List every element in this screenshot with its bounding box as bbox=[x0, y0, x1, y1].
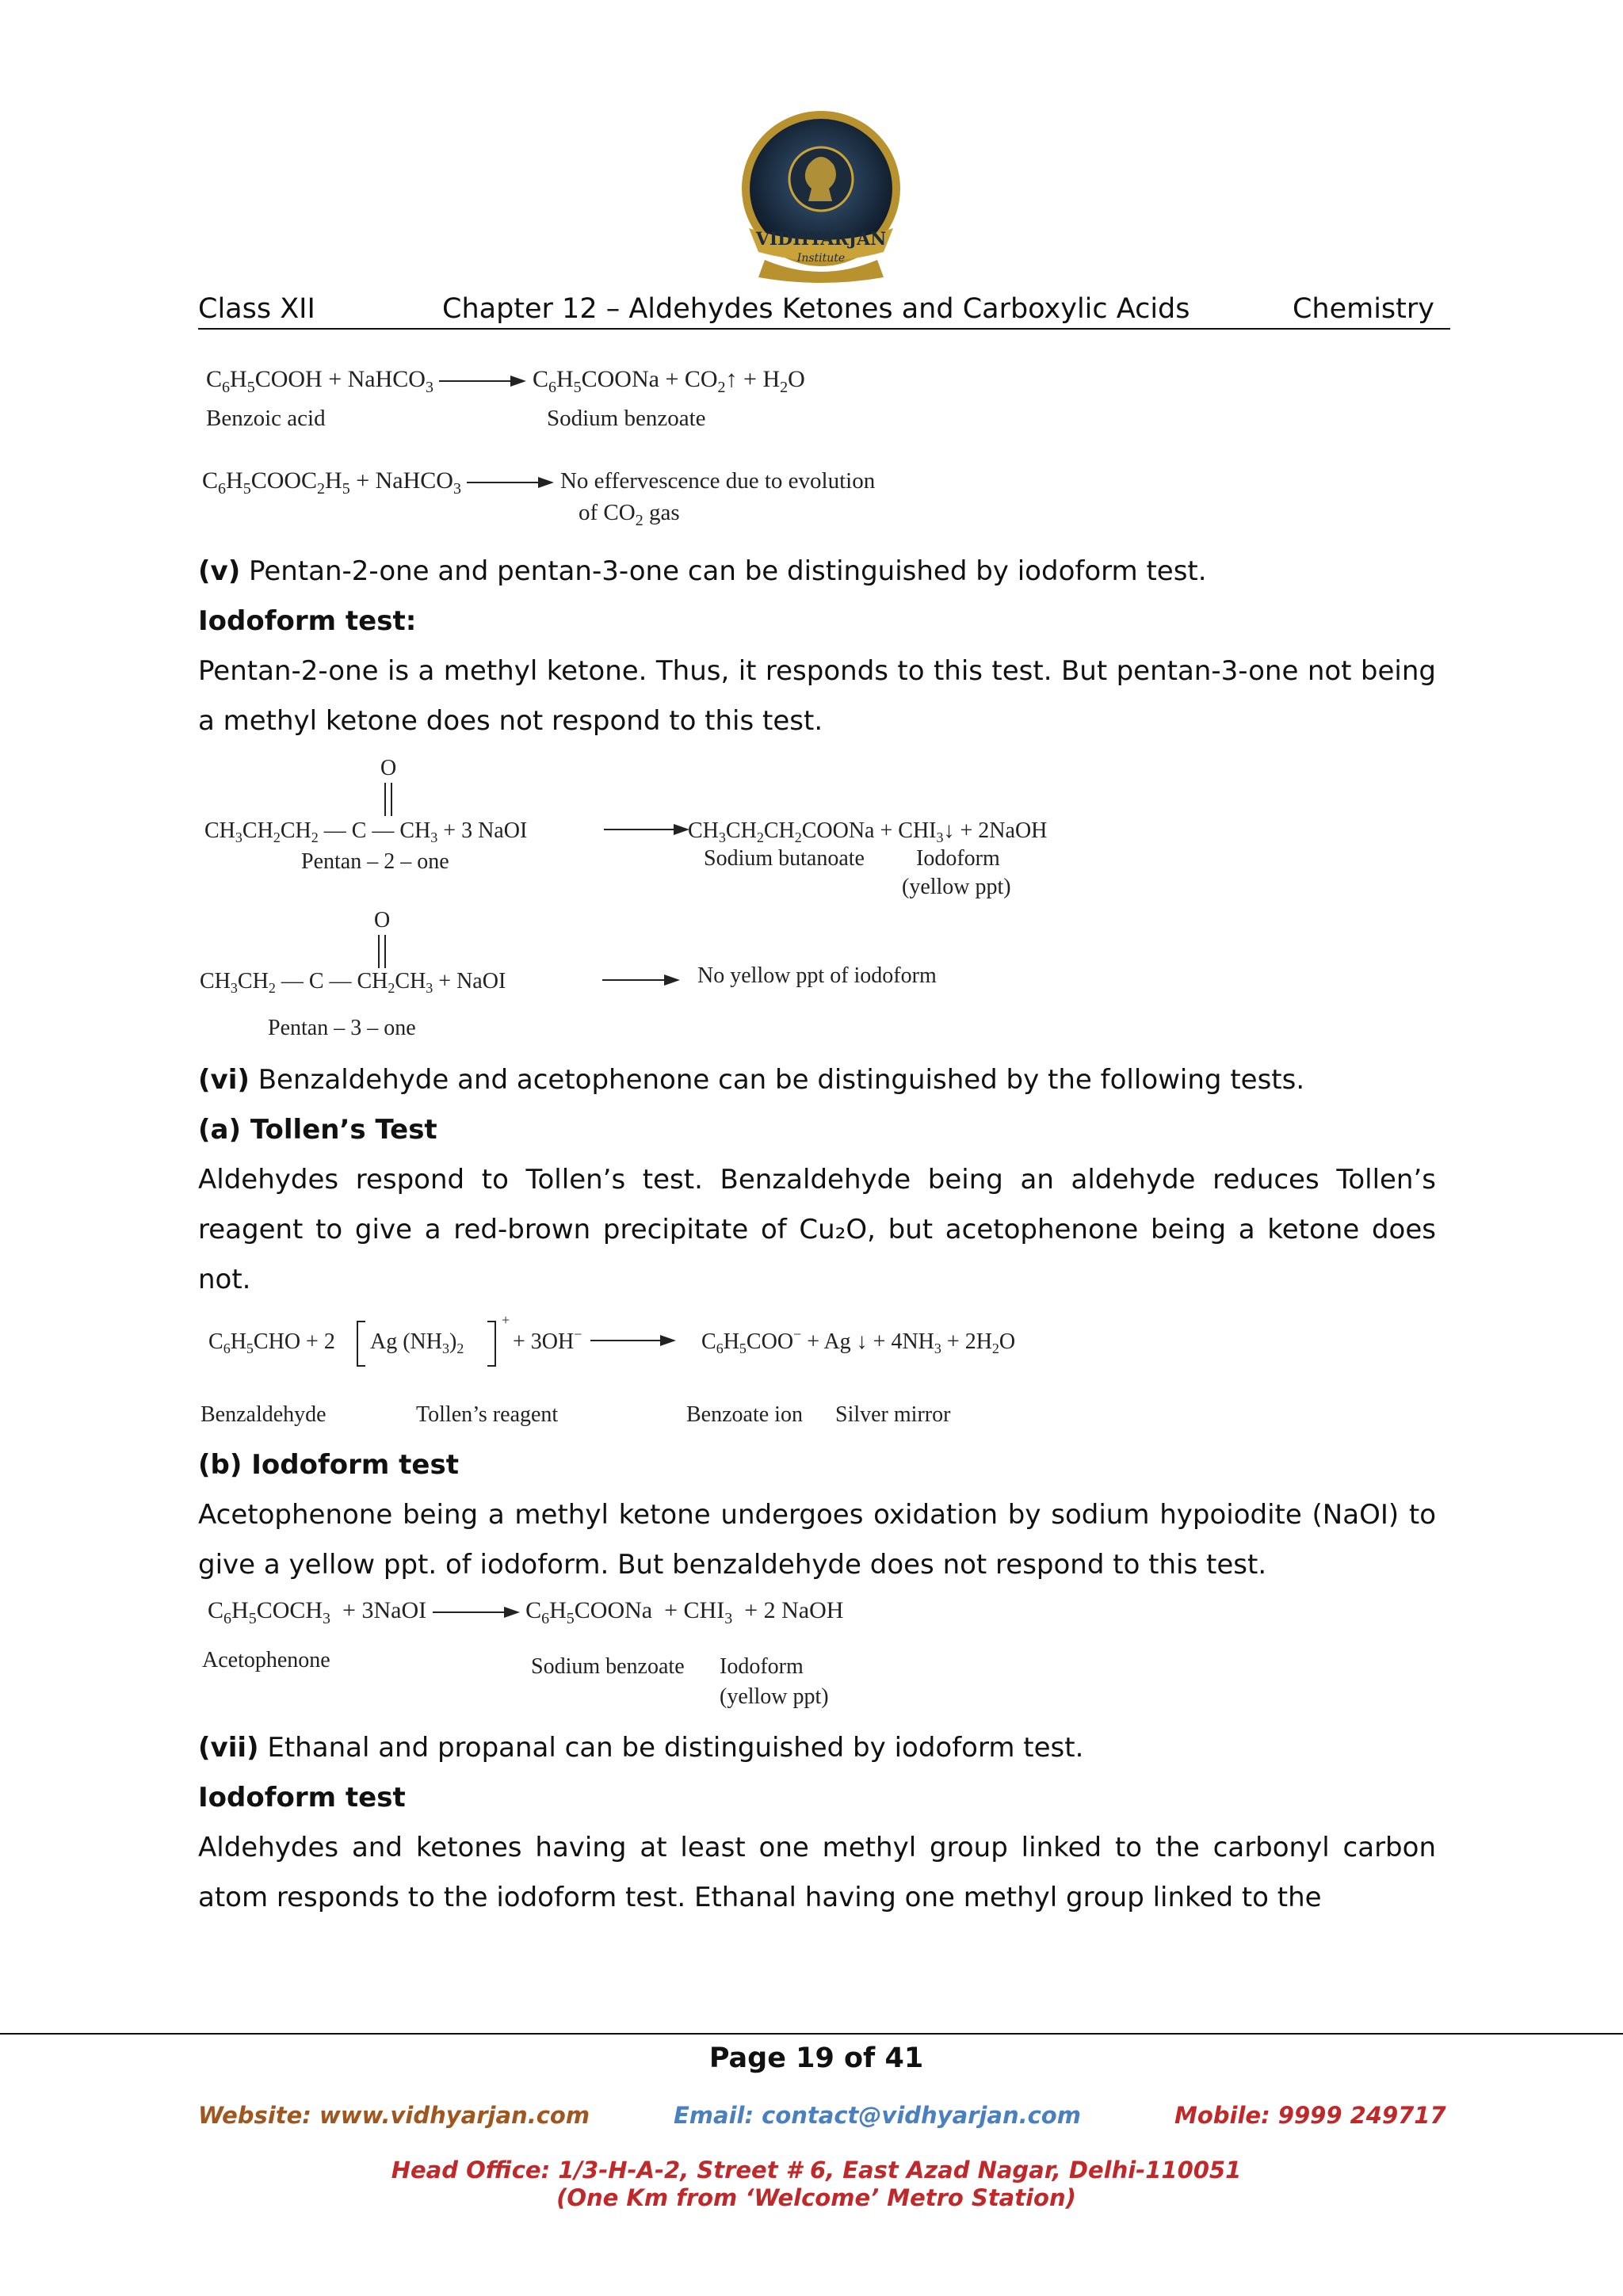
section-vi-heading-a: (a) Tollen’s Test bbox=[198, 1114, 437, 1146]
section-vii-heading: Iodoform test bbox=[198, 1782, 406, 1814]
reaction-tollens bbox=[202, 1307, 1193, 1394]
label-yellow-ppt: (yellow ppt) bbox=[902, 875, 1011, 899]
reaction-acetophenone: $C_6H_5COCH_3$ + 3NaOI $C_6H_5COONa + CHI_3 + 2$ NaOH bbox=[208, 1597, 844, 1627]
svg-text:Institute: Institute bbox=[796, 252, 846, 265]
svg-text:CH3CH2 — C — CH2CH3 + NaOI: $CH_3CH_2$ — C — $CH_2CH_3$ + NaOI bbox=[200, 969, 506, 996]
vidhyarjan-logo bbox=[733, 109, 909, 285]
label-no-yellow-ppt: No yellow ppt of iodoform bbox=[697, 963, 937, 988]
section-vi-heading-b: (b) Iodoform test bbox=[198, 1449, 459, 1481]
footer-email-link[interactable]: Email: contact@vidhyarjan.com bbox=[674, 2102, 1081, 2129]
header-chapter: Chapter 12 – Aldehydes Ketones and Carboxylic Acids bbox=[442, 293, 1190, 325]
label-benzaldehyde: Benzaldehyde bbox=[200, 1402, 327, 1427]
footer-mobile: Mobile: 9999 249717 bbox=[1174, 2102, 1446, 2129]
label-pentan-3-one: Pentan – 3 – one bbox=[268, 1016, 416, 1040]
reaction-ethyl-benzoate: $C_6H_5COOC_2H_5$ + NaHCO$_3$ No effervescence due to evolution bbox=[202, 467, 876, 498]
section-vii-intro: (vii) Ethanal and propanal can be distinguished by iodoform test. bbox=[198, 1732, 1084, 1764]
reaction-pentan-2-one-structure bbox=[198, 753, 1149, 1054]
footer-website-link[interactable]: Website: www.vidhyarjan.com bbox=[198, 2102, 590, 2129]
svg-text:Ag (NH3)2: Ag $(NH_3)_2$ bbox=[370, 1329, 464, 1356]
label-acetophenone: Acetophenone bbox=[202, 1648, 330, 1672]
label-sodium-benzoate-2: Sodium benzoate bbox=[531, 1654, 685, 1679]
header-subject: Chemistry bbox=[1292, 293, 1434, 325]
label-sodium-benzoate: Sodium benzoate bbox=[547, 406, 706, 431]
header-class: Class XII bbox=[198, 293, 315, 325]
section-vi-intro: (vi) Benzaldehyde and acetophenone can be distinguished by the following tests. bbox=[198, 1064, 1305, 1096]
svg-text:+: + bbox=[502, 1312, 510, 1328]
page-header bbox=[198, 292, 1450, 330]
label-sodium-butanoate: Sodium butanoate bbox=[704, 846, 865, 871]
svg-text:O: O bbox=[380, 756, 397, 780]
label-pentan-2-one: Pentan – 2 – one bbox=[301, 849, 449, 874]
label-benzoic-acid: Benzoic acid bbox=[206, 406, 326, 431]
section-vi-paragraph-a: Aldehydes respond to Tollen’s test. Benzaldehyde being an aldehyde reduces Tollen’s reagent to give a red-brown precipitate of Cu₂O, but acetophenone being a ketone does not. bbox=[198, 1164, 1436, 1295]
label-yellow-ppt-2: (yellow ppt) bbox=[720, 1684, 829, 1709]
svg-text:O: O bbox=[374, 908, 391, 933]
footer-address: Head Office: 1/3-H-A-2, Street # 6, East Azad Nagar, Delhi-110051 bbox=[391, 2157, 1242, 2183]
section-vi-paragraph-b: Acetophenone being a methyl ketone undergoes oxidation by sodium hypoiodite (NaOI) to give a yellow ppt. of iodoform. But benzaldehyde does not respond to this test. bbox=[198, 1499, 1436, 1581]
footer-divider bbox=[0, 2033, 1623, 2035]
label-iodoform: Iodoform bbox=[916, 846, 1000, 871]
footer-address-note: (One Km from ‘Welcome’ Metro Station) bbox=[556, 2184, 1076, 2211]
label-tollens-reagent: Tollen’s reagent bbox=[416, 1402, 559, 1427]
section-v-heading: Iodoform test: bbox=[198, 605, 417, 637]
label-co2-gas: of $CO_2$ gas bbox=[579, 500, 680, 529]
section-v-paragraph: Pentan-2-one is a methyl ketone. Thus, it responds to this test. But pentan-3-one not being a methyl ketone does not respond to this test. bbox=[198, 655, 1436, 737]
svg-text:CH3CH2CH2 — C — CH3 + 3 NaOI: $CH_3CH_2CH_2$ — C — $CH_3 + 3$ NaOI bbox=[204, 818, 528, 845]
label-silver-mirror: Silver mirror bbox=[835, 1402, 951, 1427]
svg-text:C6H5CHO + 2: $C_6H_5CHO + 2$ bbox=[208, 1329, 335, 1356]
svg-text:+ 3OH−: + 3OH− bbox=[513, 1326, 582, 1354]
svg-text:C6H5COO− + Ag ↓ + 4NH3 + 2: $C_6H_5COO^- + Ag$ ↓ + $4NH_3 + 2H_2O$ bbox=[701, 1326, 1016, 1356]
label-iodoform-2: Iodoform bbox=[720, 1654, 804, 1679]
label-no-effervescence: No effervescence due to evolution bbox=[559, 468, 876, 494]
section-v-intro: (v) Pentan-2-one and pentan-3-one can be distinguished by iodoform test. bbox=[198, 555, 1207, 587]
page-number: Page 19 of 41 bbox=[708, 2042, 924, 2074]
label-benzoate-ion: Benzoate ion bbox=[686, 1402, 803, 1427]
section-vii-paragraph: Aldehydes and ketones having at least one methyl group linked to the carbonyl carbon atom responds to the iodoform test. Ethanal having one methyl group linked to the bbox=[198, 1832, 1436, 1913]
svg-text:CH3CH2CH2COONa + CHI3↓ + 2NaOH: $CH_3CH_2CH_2COONa$ + $CHI_3↓$ + 2NaOH bbox=[688, 818, 1048, 845]
svg-text:VIDHYARJAN: VIDHYARJAN bbox=[755, 229, 887, 250]
reaction-benzoic-acid: $C_6H_5COOH$ + NaHCO$_3$ $C_6H_5COONa$ + $CO_2↑ + H_2O$ bbox=[206, 366, 805, 396]
